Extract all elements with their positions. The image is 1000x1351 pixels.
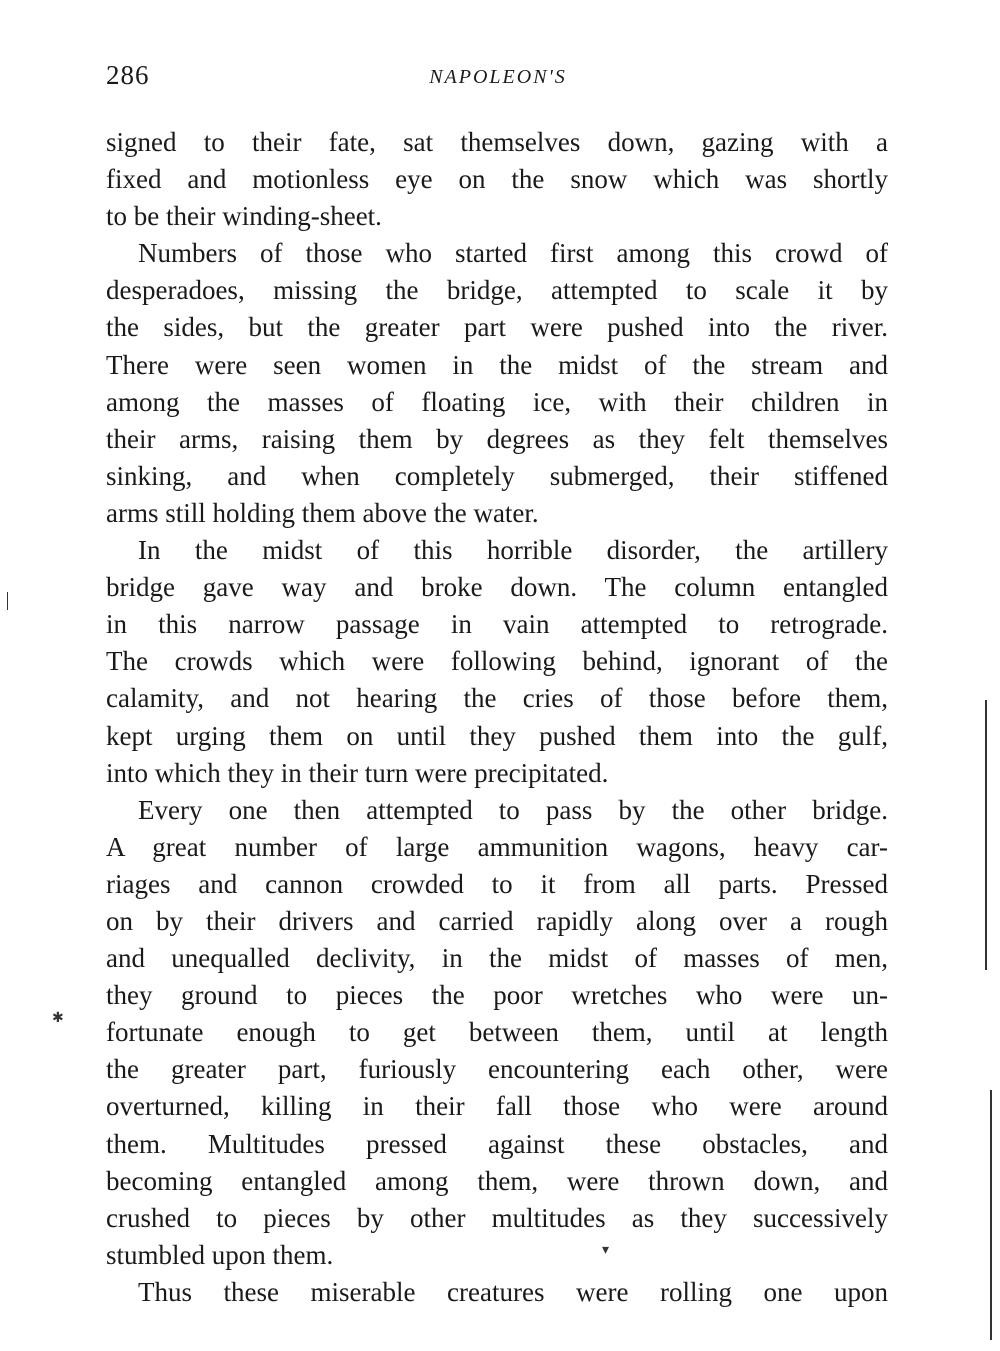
text-line: among the masses of floating ice, with their children in [106, 386, 888, 417]
body-text [106, 124, 888, 1311]
text-line: they ground to pieces the poor wretches who were un- [106, 980, 888, 1011]
text-line: to be their winding-sheet. [106, 201, 382, 232]
scan-speck: ▾ [602, 1243, 610, 1258]
text-line: fixed and motionless eye on the snow which was shortly [106, 164, 888, 195]
text-line: In the midst of this horrible disorder, the artillery [138, 535, 888, 566]
text-line: fortunate enough to get between them, until at length [106, 1017, 888, 1048]
text-line: A great number of large ammunition wagons, heavy car- [106, 831, 888, 862]
text-line: Numbers of those who started first among this crowd of [138, 238, 888, 269]
paragraph [106, 532, 888, 792]
text-line: their arms, raising them by degrees as they felt themselves [106, 423, 888, 454]
text-line: desperadoes, missing the bridge, attempted to scale it by [106, 275, 888, 306]
scan-edge-line [7, 592, 8, 610]
text-line: stumbled upon them. [106, 1239, 334, 1270]
paragraph [106, 792, 888, 1274]
text-line: sinking, and when completely submerged, their stiffened [106, 460, 888, 491]
running-title: NAPOLEON'S [429, 66, 567, 88]
text-line: Thus these miserable creatures were rolling one upon [138, 1276, 888, 1307]
text-line: kept urging them on until they pushed them into the gulf, [106, 720, 888, 751]
text-line: on by their drivers and carried rapidly along over a rough [106, 905, 888, 936]
text-line: becoming entangled among them, were thrown down, and [106, 1165, 888, 1196]
page-header [106, 60, 890, 100]
text-line: calamity, and not hearing the cries of those before them, [106, 683, 888, 714]
text-line: the greater part, furiously encountering each other, were [106, 1054, 888, 1085]
paragraph [106, 124, 888, 235]
page-number: 286 [106, 60, 150, 90]
text-line: Every one then attempted to pass by the other bridge. [138, 794, 888, 825]
text-line: crushed to pieces by other multitudes as they successively [106, 1202, 888, 1233]
text-line: The crowds which were following behind, ignorant of the [106, 646, 888, 677]
text-line: bridge gave way and broke down. The column entangled [106, 572, 888, 603]
scan-edge-line [985, 700, 987, 970]
text-line: into which they in their turn were precipitated. [106, 757, 609, 788]
text-line: overturned, killing in their fall those who were around [106, 1091, 888, 1122]
text-line: the sides, but the greater part were pushed into the river. [106, 312, 888, 343]
text-line: riages and cannon crowded to it from all parts. Pressed [106, 868, 888, 899]
scan-edge-line [990, 1090, 992, 1340]
scan-speck: ✱ [52, 1011, 64, 1026]
text-line: signed to their fate, sat themselves down, gazing with a [106, 127, 888, 157]
paragraph [106, 235, 888, 532]
text-line: There were seen women in the midst of the stream and [106, 349, 888, 380]
text-line: them. Multitudes pressed against these obstacles, and [106, 1128, 888, 1159]
text-line: in this narrow passage in vain attempted to retrograde. [106, 609, 888, 640]
text-line: and unequalled declivity, in the midst of masses of men, [106, 943, 888, 974]
paragraph [106, 1274, 888, 1311]
text-line: arms still holding them above the water. [106, 497, 539, 528]
